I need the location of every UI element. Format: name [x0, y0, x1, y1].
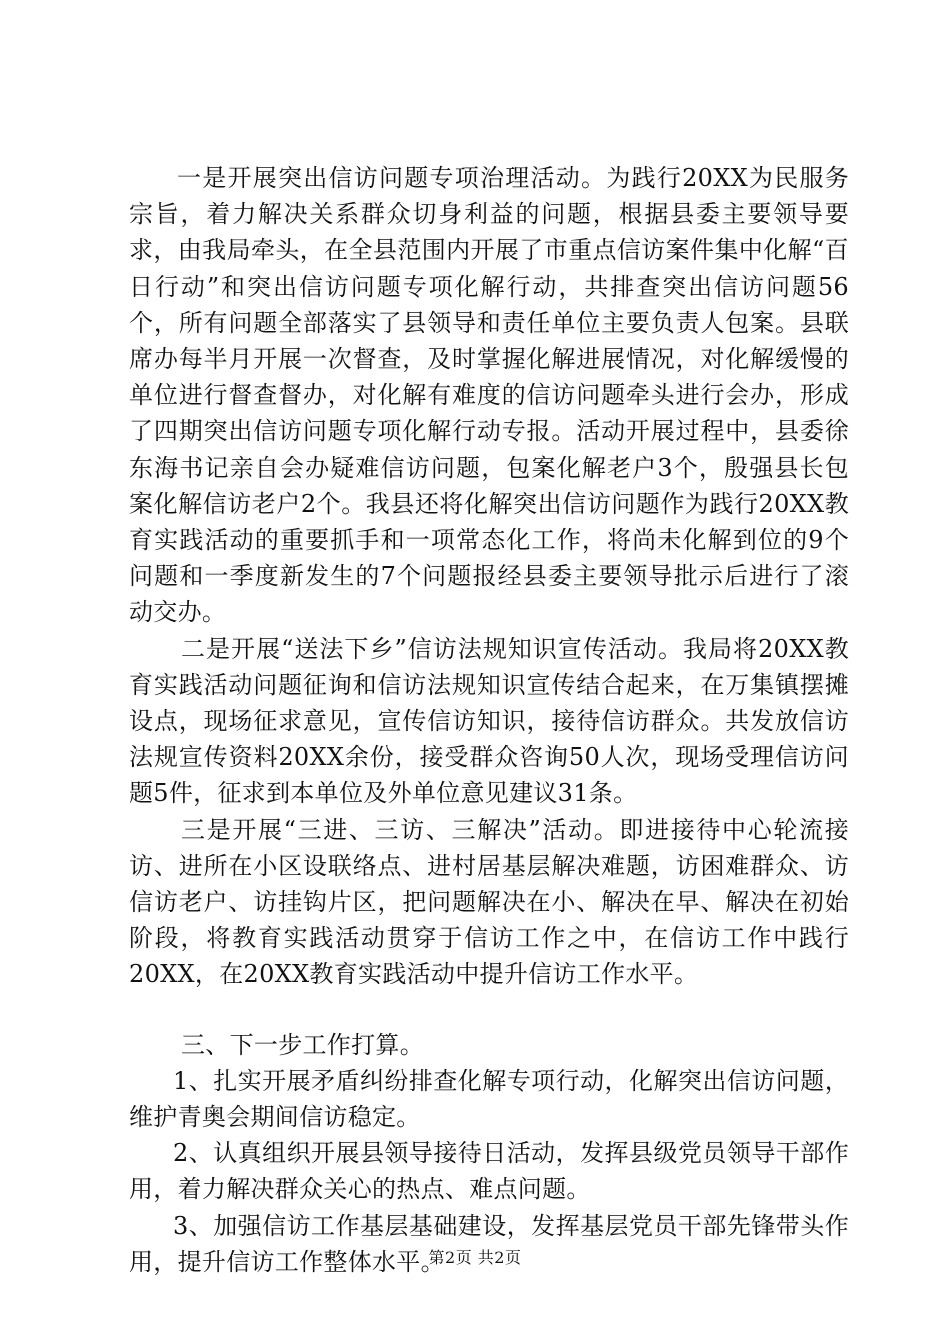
section-heading-next-steps: 三、下一步工作打算。	[181, 1030, 424, 1059]
plan-item-3: 3、加强信访工作基层基础建设，发挥基层党员干部先锋带头作用，提升信访工作整体水平。	[129, 1211, 849, 1276]
plan-item-1: 1、扎实开展矛盾纠纷排查化解专项行动，化解突出信访问题，维护青奥会期间信访稳定。	[129, 1066, 849, 1132]
plan-item-2: 2、认真组织开展县领导接待日活动，发挥县级党员领导干部作用，着力解决群众关心的热点、难点问题。	[129, 1139, 849, 1204]
paragraph-special-governance: 一是开展突出信访问题专项治理活动。为践行20XX为民服务宗旨，着力解决关系群众切身利益的问题，根据县委主要领导要求，由我局牵头，在全县范围内开展了市重点信访案件集中化解“百日行动”和突出信访问题专项化解行动，共排查突出信访问题56个，所有问题全部落实了县领导和责任单位主要负责人包案。县联席办每半月开展一次督查，及时掌握化解进展情况，对化解缓慢的单位进行督查督办，对化解有难度的信访问题牵头进行会办，形成了四期突出信访问题专项化解行动专报。活动开展过程中，县委徐东海书记亲自会办疑难信访问题，包案化解老户3个，殷强县长包案化解信访老户2个。我县还将化解突出信访问题作为践行20XX教育实践活动的重要抓手和一项常态化工作，将尚未化解到位的9个问题和一季度新发生的7个问题报经县委主要领导批示后进行了滚动交办。	[129, 164, 849, 627]
paragraph-three-visits: 三是开展“三进、三访、三解决”活动。即进接待中心轮流接访、进所在小区设联络点、进村居基层解决难题，访困难群众、访信访老户、访挂钩片区，把问题解决在小、解决在早、解决在初始阶段，将教育实践活动贯穿于信访工作之中，在信访工作中践行20XX，在20XX教育实践活动中提升信访工作水平。	[129, 815, 849, 989]
document-body	[129, 160, 849, 1280]
paragraph-law-promotion: 二是开展“送法下乡”信访法规知识宣传活动。我局将20XX教育实践活动问题征询和信访法规知识宣传结合起来，在万集镇摆摊设点，现场征求意见，宣传信访知识，接待信访群众。共发放信访法规宣传资料20XX余份，接受群众咨询50人次，现场受理信访问题5件，征求到本单位及外单位意见建议31条。	[129, 634, 849, 808]
page-footer: 第2页 共2页	[428, 1248, 522, 1267]
paragraph-gap	[129, 993, 849, 1027]
